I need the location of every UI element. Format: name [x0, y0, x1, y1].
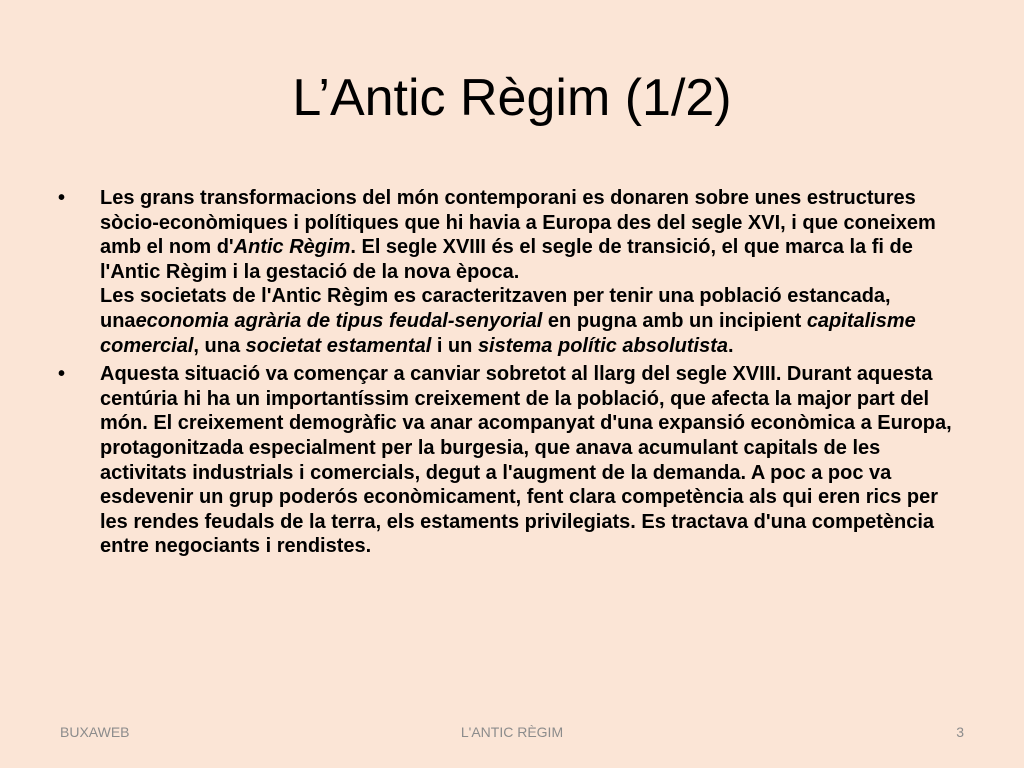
text-run: i un	[431, 334, 478, 357]
text-run: Les grans transformacions del món contemporani es donaren sobre unes estructures sòcio-econòmiques i polítiques que hi havia a Europa des del segle XVI, i que coneixem amb el nom d'	[100, 187, 936, 259]
footer-left-text: BUXAWEB	[60, 724, 130, 740]
bullet-mark: •	[58, 363, 66, 386]
text-run: en pugna amb un incipient	[542, 309, 807, 332]
italic-run: societat estamental	[245, 334, 432, 357]
text-run: , una	[193, 334, 246, 357]
bullet-list	[58, 186, 968, 563]
italic-run: sistema polític absolutista	[477, 334, 729, 357]
italic-run: economia agrària de tipus feudal-senyorial	[135, 309, 543, 332]
bullet-mark: •	[58, 187, 66, 209]
bullet-item-2	[58, 362, 968, 559]
page-number: 3	[956, 724, 964, 740]
italic-run: Antic Règim	[233, 236, 351, 259]
text-run: Les societats de l'Antic Règim es caracteritzaven per tenir una població estancada, una	[100, 285, 891, 332]
bullet-text-2: Aquesta situació va començar a canviar sobretot al llarg del segle XVIII. Durant aquesta centúria hi ha un importantíssim creixement de la població, que afecta la major part del món. El creixement demogràfic va anar acompanyat d'una expansió econòmica a Europa, protagonitzada especialment per la burgesia, que anava acumulant capitals de les activitats industrials i comercials, degut a l'augment de la demanda. A poc a poc va esdevenir un grup poderós econòmicament, fent clara competència als qui eren rics per les rendes feudals de la terra, els estaments privilegiats. Es tractava d'una competència entre negociants i rendistes.	[100, 363, 952, 558]
bullet-text-1	[100, 187, 936, 357]
footer-center-text: L'ANTIC RÈGIM	[460, 724, 564, 740]
slide-title: L’Antic Règim (1/2)	[292, 69, 732, 127]
text-run: . El segle XVIII és el segle de transició, el que marca la fi de l'Antic Règim i la gestació de la nova època.	[100, 236, 913, 283]
bullet-item-1	[58, 186, 968, 358]
italic-run: capitalisme comercial	[100, 309, 916, 357]
text-run: .	[728, 334, 734, 357]
